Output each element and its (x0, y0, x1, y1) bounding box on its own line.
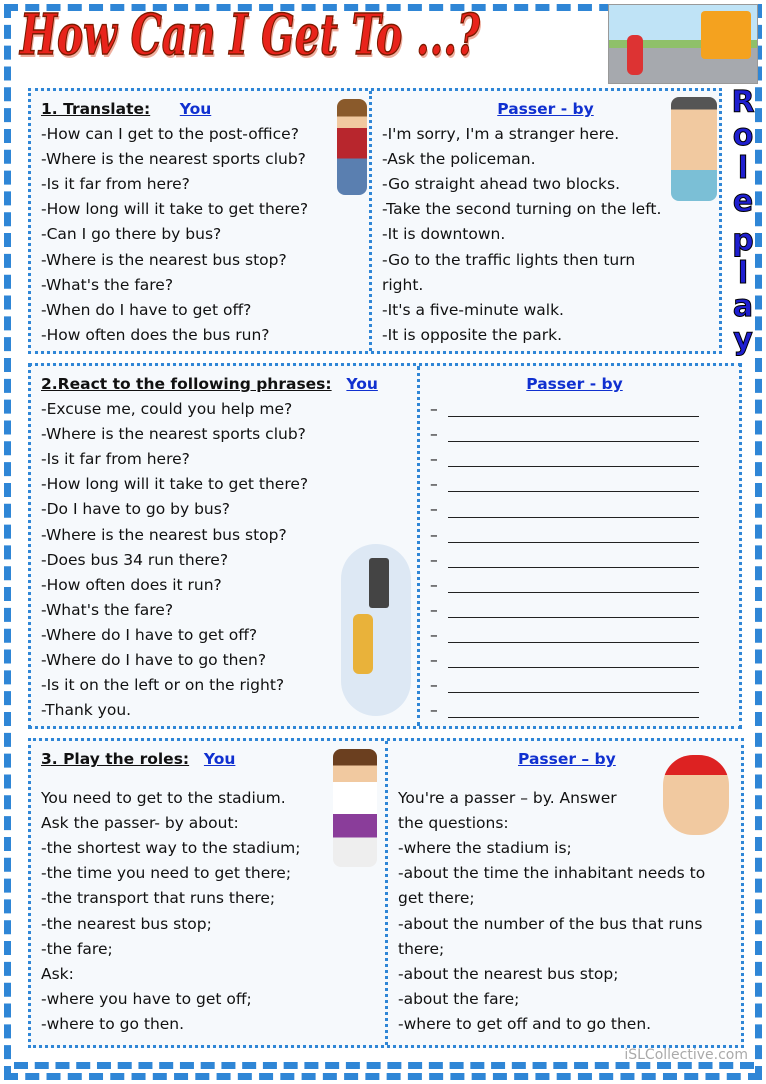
street-scene-illustration (608, 4, 758, 84)
list-item: You need to get to the stadium. (41, 789, 286, 808)
passer-by-label: Passer – by (518, 750, 616, 768)
list-item: -Where is the nearest sports club? (41, 425, 306, 444)
answer-blank-line[interactable] (430, 523, 719, 548)
answer-blank-line[interactable] (430, 648, 719, 673)
boy-illustration (333, 749, 377, 867)
list-item: -Can I go there by bus? (41, 225, 222, 244)
list-item: -How often does it run? (41, 575, 222, 594)
role-play-vertical-label (728, 86, 758, 356)
list-item: You're a passer – by. Answer (398, 789, 617, 808)
section-translate (28, 88, 722, 354)
list-item: there; (398, 939, 445, 958)
list-item: -How long will it take to get there? (41, 475, 309, 494)
role-play-letter: o (732, 118, 754, 153)
answer-blank-line[interactable] (430, 447, 719, 472)
list-item: -Is it far from here? (41, 175, 190, 194)
list-item: the questions: (398, 814, 509, 833)
list-item: -Where do I have to go then? (41, 651, 267, 670)
list-item: -It is downtown. (382, 225, 506, 244)
list-item: -How long will it take to get there? (41, 200, 309, 219)
list-item: -where you have to get off; (41, 989, 252, 1008)
bus-icon (701, 11, 751, 59)
answer-blank-line[interactable] (430, 623, 719, 648)
list-item: -the shortest way to the stadium; (41, 839, 301, 858)
list-item: -It's a five-minute walk. (382, 300, 564, 319)
role-play-letter: a (732, 289, 754, 324)
list-item: -Go straight ahead two blocks. (382, 175, 620, 194)
list-item: -Excuse me, could you help me? (41, 400, 293, 419)
watermark: iSLCollective.com (624, 1047, 748, 1063)
passer-by-label: Passer - by (497, 100, 594, 118)
list-item: -What's the fare? (41, 600, 174, 619)
list-item: -What's the fare? (41, 275, 174, 294)
list-item: -Where is the nearest sports club? (41, 150, 306, 169)
list-item: Ask the passer- by about: (41, 814, 239, 833)
answer-blank-line[interactable] (430, 573, 719, 598)
answer-blank-line[interactable] (430, 497, 719, 522)
page-border-bottom (14, 1062, 754, 1069)
list-item: -It is opposite the park. (382, 325, 563, 344)
list-item: -Take the second turning on the left. (382, 200, 662, 219)
list-item: -I'm sorry, I'm a stranger here. (382, 125, 620, 144)
list-item: -How can I get to the post-office? (41, 125, 299, 144)
list-item: -about the time the inhabitant needs to (398, 864, 706, 883)
list-item: -Where is the nearest bus stop? (41, 525, 287, 544)
list-item: -Thank you. (41, 701, 132, 720)
answer-blank-line[interactable] (430, 397, 719, 422)
list-item: -the nearest bus stop; (41, 914, 212, 933)
section-heading: 3. Play the roles: (41, 750, 190, 768)
you-label: You (203, 750, 236, 768)
list-item: -where the stadium is; (398, 839, 572, 858)
passer-by-column (369, 91, 719, 351)
list-item: -Where is the nearest bus stop? (41, 250, 287, 269)
list-item: -about the fare; (398, 989, 520, 1008)
list-item: -the transport that runs there; (41, 889, 276, 908)
list-item: -the fare; (41, 939, 113, 958)
answer-blank-line[interactable] (430, 548, 719, 573)
answer-blank-line[interactable] (430, 472, 719, 497)
answer-blank-line[interactable] (430, 673, 719, 698)
list-item: Ask: (41, 964, 74, 983)
man-with-cap-illustration (663, 755, 729, 835)
role-play-letter: l (737, 151, 749, 186)
boy-illustration (337, 99, 367, 195)
answer-blank-line[interactable] (430, 422, 719, 447)
you-column (31, 91, 371, 351)
list-item: -Does bus 34 run there? (41, 550, 229, 569)
passer-by-column (417, 366, 739, 726)
list-item: -Go to the traffic lights then turn (382, 250, 636, 269)
you-column (31, 741, 385, 1045)
role-play-letter: e (732, 184, 754, 219)
worksheet-title: How Can I Get To ...? (20, 2, 480, 68)
pedestrian-icon (627, 35, 643, 75)
list-item: get there; (398, 889, 475, 908)
list-item: -Ask the policeman. (382, 150, 536, 169)
role-play-letter: R (731, 85, 755, 120)
list-item: -Is it on the left or on the right? (41, 676, 285, 695)
answer-blank-line[interactable] (430, 598, 719, 623)
section-play-roles (28, 738, 744, 1048)
role-play-letter: p (732, 223, 754, 258)
list-item: -Is it far from here? (41, 450, 190, 469)
passer-by-label: Passer - by (526, 375, 623, 393)
list-item: -where to get off and to go then. (398, 1014, 652, 1033)
list-item: -Do I have to go by bus? (41, 500, 231, 519)
man-illustration (671, 97, 717, 201)
you-label: You (346, 375, 378, 393)
you-label: You (179, 100, 212, 118)
list-item: -where to go then. (41, 1014, 185, 1033)
list-item: -Where do I have to get off? (41, 625, 258, 644)
list-item: -How often does the bus run? (41, 325, 270, 344)
list-item: -about the number of the bus that runs (398, 914, 703, 933)
role-play-letter: l (737, 256, 749, 291)
list-item: -the time you need to get there; (41, 864, 292, 883)
list-item: -about the nearest bus stop; (398, 964, 619, 983)
section-react (28, 363, 742, 729)
answer-blank-line[interactable] (430, 698, 719, 723)
role-play-letter: y (733, 322, 753, 357)
list-item: -When do I have to get off? (41, 300, 252, 319)
section-heading: 1. Translate: (41, 100, 151, 118)
list-item: right. (382, 275, 424, 294)
section-heading: 2.React to the following phrases: (41, 375, 332, 393)
traffic-light-illustration (341, 544, 411, 716)
